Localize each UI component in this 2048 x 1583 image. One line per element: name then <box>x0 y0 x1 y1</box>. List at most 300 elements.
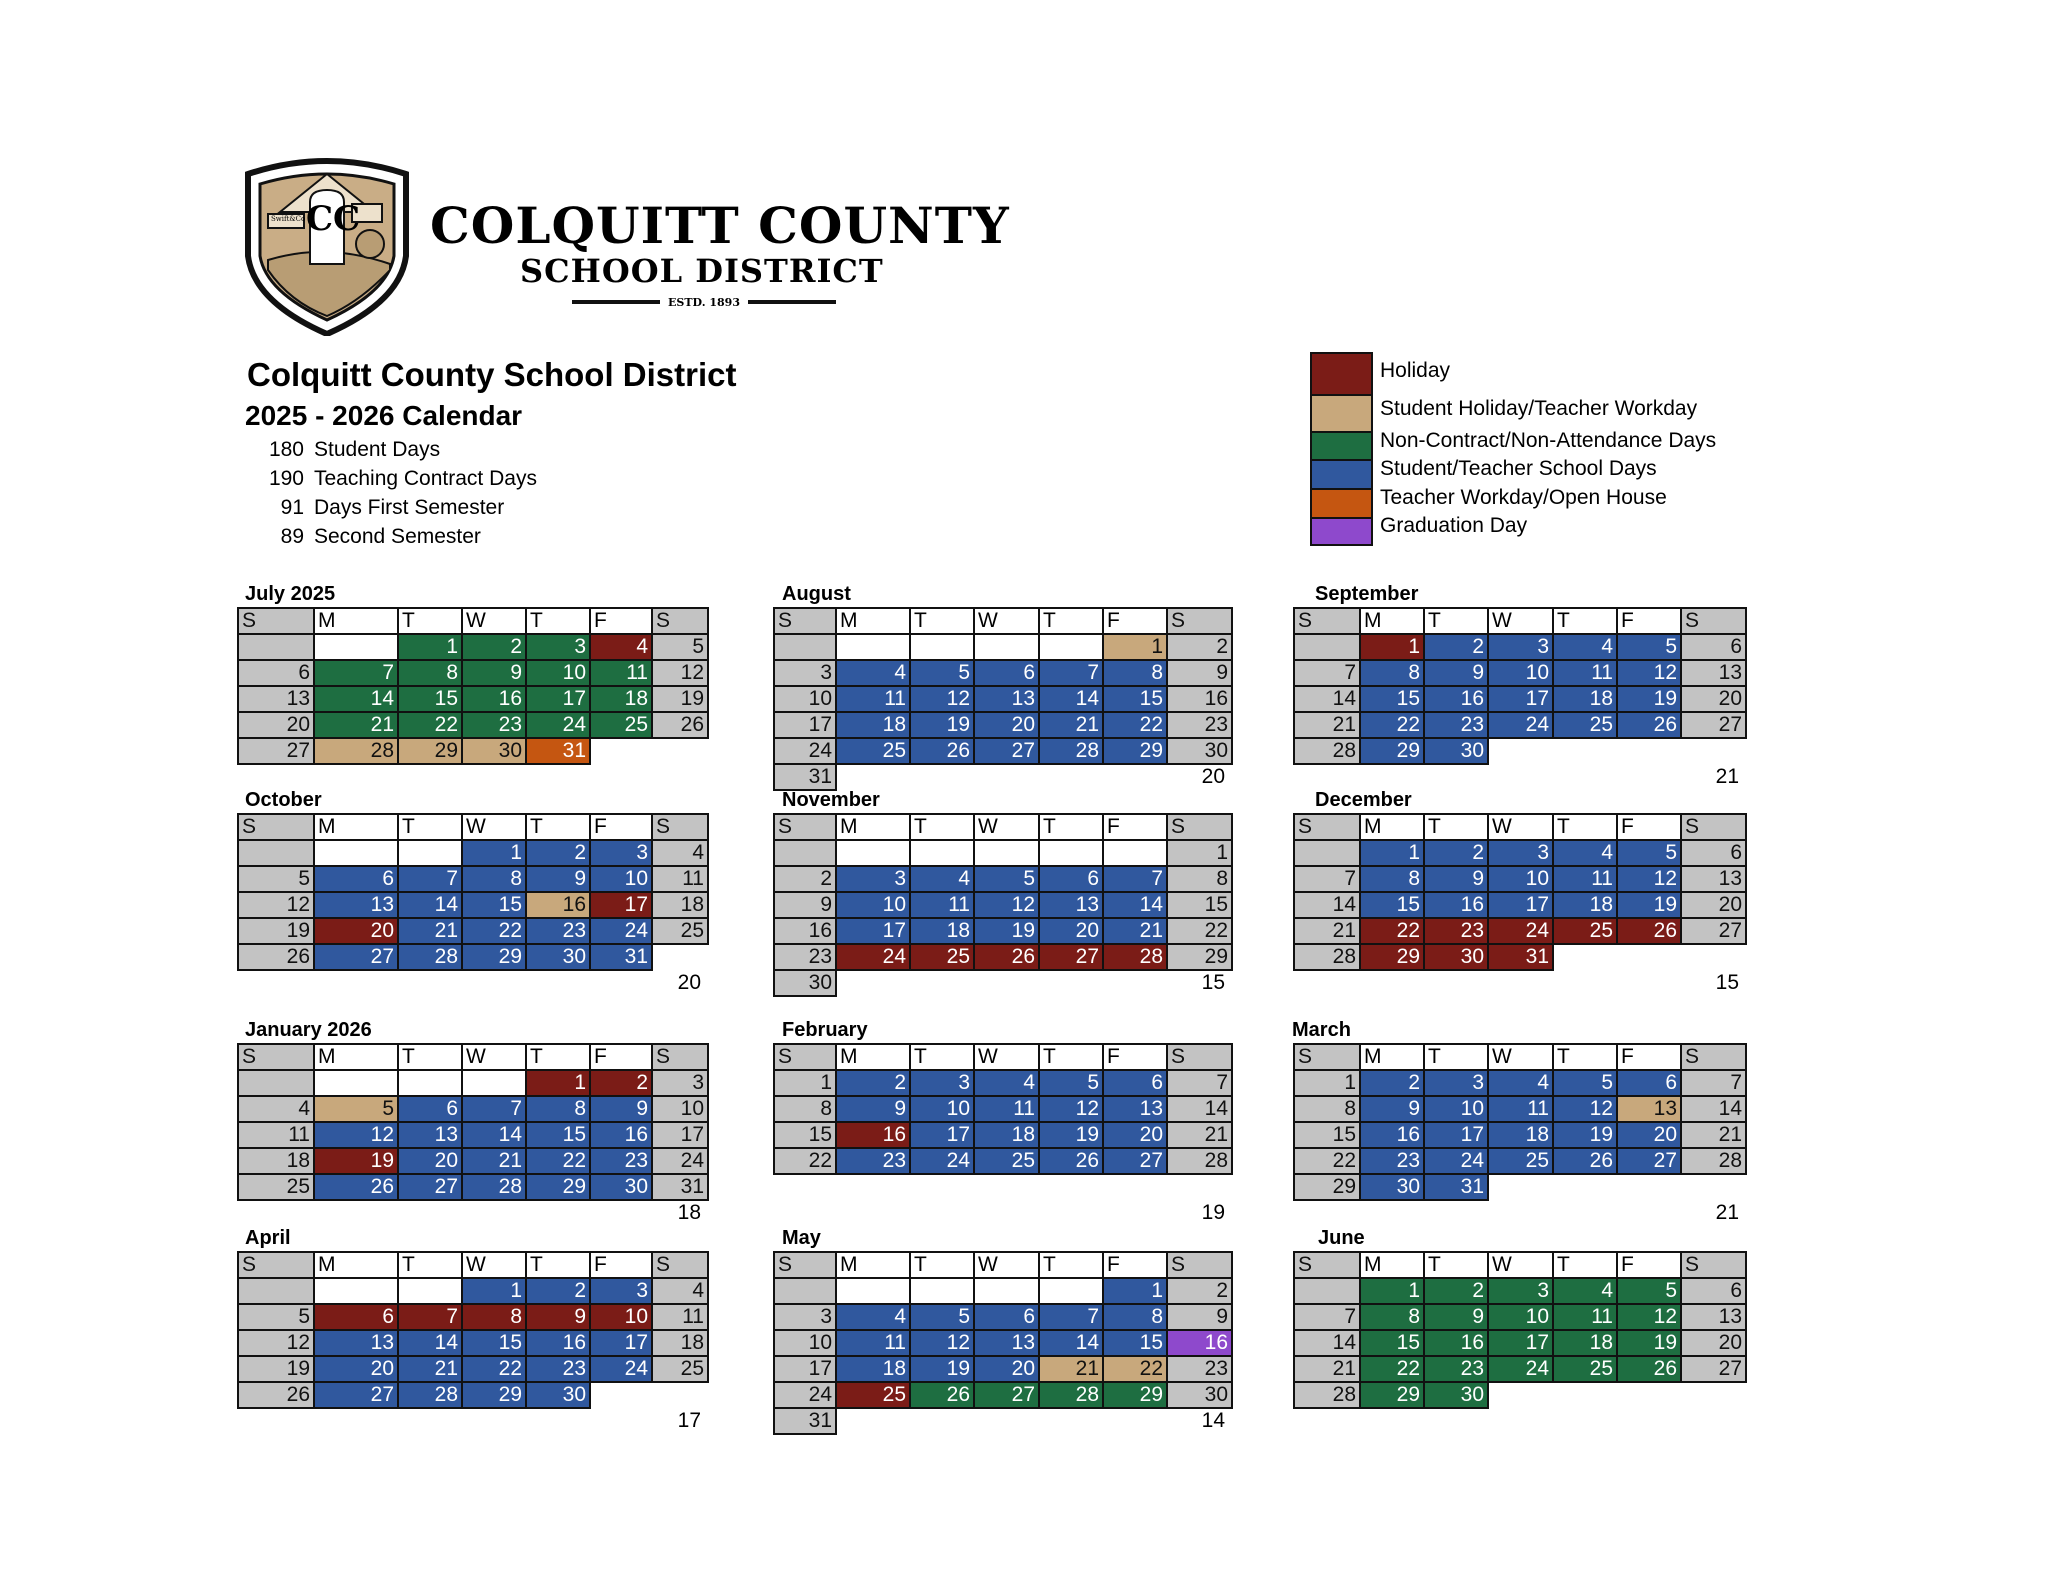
day-cell-weekend: 13 <box>1681 660 1746 686</box>
school-day-count: 18 <box>677 1201 701 1224</box>
weekday-header: T <box>1424 1044 1488 1070</box>
day-cell-weekend: 28 <box>1294 1382 1360 1408</box>
weekday-header: T <box>1424 814 1488 840</box>
empty-cell <box>1553 738 1617 764</box>
day-cell-weekend: 22 <box>774 1148 836 1174</box>
day-cell-weekend: 8 <box>1167 866 1232 892</box>
weekday-header: F <box>590 608 652 634</box>
day-cell-school: 11 <box>1553 866 1617 892</box>
day-cell-weekend: 31 <box>774 764 836 790</box>
calendar-subtitle: 2025 - 2026 Calendar <box>245 400 523 431</box>
day-cell-holiday: 1 <box>1360 634 1424 660</box>
day-cell-weekend: 16 <box>1167 686 1232 712</box>
day-cell-holiday: 22 <box>1360 918 1424 944</box>
day-cell-teacher: 29 <box>398 738 462 764</box>
day-cell-weekend: 2 <box>1167 634 1232 660</box>
weekday-header: M <box>314 1252 398 1278</box>
day-cell-teacher: 13 <box>1617 1096 1681 1122</box>
school-day-count: 14 <box>1201 1409 1225 1432</box>
weekday-header: M <box>1360 1252 1424 1278</box>
day-cell-school: 10 <box>1424 1096 1488 1122</box>
day-cell-holiday: 25 <box>1553 918 1617 944</box>
empty-weekday-cell <box>836 1278 910 1304</box>
weekday-header: M <box>314 1044 398 1070</box>
day-cell-holiday: 9 <box>526 1304 590 1330</box>
day-cell-noncontract: 18 <box>1553 1330 1617 1356</box>
day-cell-weekend: 28 <box>1294 738 1360 764</box>
day-cell-school: 16 <box>1424 686 1488 712</box>
empty-weekday-cell <box>1039 634 1103 660</box>
empty-cell <box>1681 1174 1746 1200</box>
day-cell-school: 2 <box>526 1278 590 1304</box>
day-cell-weekend: 9 <box>1167 660 1232 686</box>
day-cell-weekend: 30 <box>1167 1382 1232 1408</box>
empty-cell <box>1039 1408 1103 1434</box>
day-cell-school: 10 <box>1488 660 1553 686</box>
day-cell-holiday: 16 <box>836 1122 910 1148</box>
empty-cell <box>1553 1174 1617 1200</box>
day-cell-weekend: 26 <box>238 944 314 970</box>
day-cell-school: 15 <box>462 892 526 918</box>
weekday-header: S <box>1681 1044 1746 1070</box>
day-cell-school: 7 <box>1039 660 1103 686</box>
day-cell-school: 9 <box>836 1096 910 1122</box>
day-cell-weekend: 26 <box>238 1382 314 1408</box>
empty-cell <box>652 944 708 970</box>
day-cell-weekend: 18 <box>238 1148 314 1174</box>
weekday-header: T <box>1039 1252 1103 1278</box>
day-cell-noncontract: 11 <box>1553 1304 1617 1330</box>
day-cell-weekend: 24 <box>774 1382 836 1408</box>
day-cell-school: 17 <box>590 1330 652 1356</box>
day-cell-school: 29 <box>526 1174 590 1200</box>
day-cell-school: 3 <box>1488 634 1553 660</box>
weekday-header: T <box>1039 814 1103 840</box>
day-cell-school: 20 <box>398 1148 462 1174</box>
empty-weekday-cell <box>398 840 462 866</box>
weekday-header: F <box>590 1252 652 1278</box>
weekday-header: W <box>1488 608 1553 634</box>
day-cell-school: 6 <box>974 660 1039 686</box>
day-cell-noncontract: 26 <box>1617 1356 1681 1382</box>
day-cell-school: 14 <box>1039 686 1103 712</box>
day-cell-school: 30 <box>526 944 590 970</box>
day-cell-school: 23 <box>526 918 590 944</box>
day-cell-school: 14 <box>398 1330 462 1356</box>
empty-cell <box>590 738 652 764</box>
day-cell-school: 17 <box>1424 1122 1488 1148</box>
school-day-count: 21 <box>1715 765 1739 788</box>
day-cell-school: 4 <box>836 660 910 686</box>
day-cell-weekend: 11 <box>652 1304 708 1330</box>
day-cell-school: 10 <box>836 892 910 918</box>
school-day-count: 19 <box>1201 1201 1225 1224</box>
day-cell-school: 29 <box>1103 738 1167 764</box>
month-grid <box>237 813 709 971</box>
weekday-header: M <box>836 1252 910 1278</box>
weekday-header: S <box>652 1044 708 1070</box>
day-cell-school: 26 <box>910 738 974 764</box>
day-cell-weekend: 23 <box>1167 712 1232 738</box>
day-cell-holiday: 1 <box>526 1070 590 1096</box>
weekday-header: W <box>462 1252 526 1278</box>
month-grid <box>237 1251 709 1409</box>
day-cell-school: 9 <box>1424 866 1488 892</box>
empty-cell <box>1103 764 1167 790</box>
month-label: July 2025 <box>245 583 336 605</box>
day-cell-school: 4 <box>1553 840 1617 866</box>
day-cell-noncontract: 9 <box>1424 1304 1488 1330</box>
day-cell-weekend: 14 <box>1294 686 1360 712</box>
day-cell-school: 23 <box>590 1148 652 1174</box>
weekday-header: F <box>590 814 652 840</box>
empty-cell <box>836 764 910 790</box>
school-day-count: 17 <box>677 1409 701 1432</box>
legend-swatch-school <box>1310 459 1373 490</box>
day-cell-weekend: 4 <box>652 1278 708 1304</box>
empty-weekend-cell <box>774 840 836 866</box>
month-label: March <box>1292 1019 1351 1041</box>
day-cell-school: 12 <box>1617 660 1681 686</box>
day-cell-school: 13 <box>398 1122 462 1148</box>
legend-label-openhouse: Teacher Workday/Open House <box>1380 486 1667 509</box>
day-cell-school: 6 <box>314 866 398 892</box>
day-cell-holiday: 23 <box>1424 918 1488 944</box>
day-cell-school: 26 <box>1553 1148 1617 1174</box>
day-cell-holiday: 2 <box>590 1070 652 1096</box>
day-cell-school: 19 <box>910 1356 974 1382</box>
day-cell-school: 8 <box>1360 866 1424 892</box>
month-grid <box>1293 813 1747 971</box>
day-cell-school: 13 <box>1103 1096 1167 1122</box>
weekday-header: T <box>1553 1044 1617 1070</box>
day-cell-school: 13 <box>974 1330 1039 1356</box>
month-label: February <box>782 1019 868 1041</box>
established-text: ESTD. 1893 <box>668 295 740 309</box>
day-cell-school: 4 <box>836 1304 910 1330</box>
day-cell-weekend: 13 <box>238 686 314 712</box>
empty-cell <box>974 1408 1039 1434</box>
day-cell-holiday: 24 <box>836 944 910 970</box>
weekday-header: S <box>652 1252 708 1278</box>
day-cell-weekend: 26 <box>652 712 708 738</box>
day-cell-holiday: 7 <box>398 1304 462 1330</box>
empty-weekend-cell <box>238 634 314 660</box>
day-cell-weekend: 14 <box>1167 1096 1232 1122</box>
day-cell-weekend: 9 <box>1167 1304 1232 1330</box>
legend-swatch-teacher <box>1310 394 1373 433</box>
day-cell-school: 21 <box>462 1148 526 1174</box>
weekday-header: T <box>1424 608 1488 634</box>
empty-weekday-cell <box>314 1278 398 1304</box>
day-cell-weekend: 27 <box>1681 918 1746 944</box>
day-cell-school: 6 <box>398 1096 462 1122</box>
day-cell-school: 8 <box>526 1096 590 1122</box>
weekday-header: W <box>462 608 526 634</box>
school-day-count: 20 <box>1201 765 1225 788</box>
day-cell-weekend: 27 <box>1681 1356 1746 1382</box>
day-cell-weekend: 7 <box>1294 1304 1360 1330</box>
weekday-header: T <box>910 608 974 634</box>
day-cell-school: 5 <box>1039 1070 1103 1096</box>
day-cell-school: 29 <box>462 944 526 970</box>
day-cell-weekend: 28 <box>1294 944 1360 970</box>
day-cell-weekend: 24 <box>774 738 836 764</box>
day-cell-school: 1 <box>462 1278 526 1304</box>
weekday-header: S <box>1681 1252 1746 1278</box>
day-cell-school: 16 <box>590 1122 652 1148</box>
day-cell-teacher: 30 <box>462 738 526 764</box>
day-cell-school: 22 <box>1360 712 1424 738</box>
stat-row <box>247 467 537 493</box>
day-cell-weekend: 23 <box>774 944 836 970</box>
weekday-header: T <box>398 1044 462 1070</box>
day-cell-noncontract: 22 <box>1360 1356 1424 1382</box>
day-cell-weekend: 1 <box>1294 1070 1360 1096</box>
day-cell-school: 6 <box>1617 1070 1681 1096</box>
day-cell-weekend: 5 <box>238 866 314 892</box>
day-cell-weekend: 15 <box>1294 1122 1360 1148</box>
day-cell-school: 12 <box>974 892 1039 918</box>
weekday-header: T <box>398 1252 462 1278</box>
day-cell-school: 15 <box>462 1330 526 1356</box>
weekday-header: F <box>1103 1252 1167 1278</box>
day-cell-school: 23 <box>1360 1148 1424 1174</box>
weekday-header: M <box>1360 814 1424 840</box>
day-cell-school: 12 <box>1617 866 1681 892</box>
weekday-header: S <box>1167 608 1232 634</box>
day-cell-school: 22 <box>462 918 526 944</box>
weekday-header: F <box>1617 608 1681 634</box>
weekday-header: T <box>1039 608 1103 634</box>
weekday-header: S <box>238 1252 314 1278</box>
day-cell-school: 12 <box>910 1330 974 1356</box>
empty-weekday-cell <box>974 1278 1039 1304</box>
day-cell-weekend: 1 <box>1167 840 1232 866</box>
logo-subtitle: SCHOOL DISTRICT <box>520 252 884 290</box>
day-cell-school: 21 <box>1103 918 1167 944</box>
day-cell-school: 24 <box>590 1356 652 1382</box>
page-title: Colquitt County School District <box>247 356 737 393</box>
day-cell-weekend: 17 <box>774 1356 836 1382</box>
weekday-header: W <box>1488 1044 1553 1070</box>
day-cell-noncontract: 1 <box>1360 1278 1424 1304</box>
weekday-header: F <box>1617 814 1681 840</box>
day-cell-holiday: 8 <box>462 1304 526 1330</box>
weekday-header: F <box>1617 1252 1681 1278</box>
month-grid <box>773 1251 1233 1435</box>
weekday-header: M <box>836 814 910 840</box>
day-cell-school: 22 <box>526 1148 590 1174</box>
day-cell-weekend: 6 <box>238 660 314 686</box>
day-cell-weekend: 7 <box>1294 866 1360 892</box>
empty-cell <box>1488 1174 1553 1200</box>
weekday-header: T <box>1424 1252 1488 1278</box>
weekday-header: W <box>1488 1252 1553 1278</box>
day-cell-school: 15 <box>1360 686 1424 712</box>
day-cell-school: 2 <box>1424 634 1488 660</box>
day-cell-weekend: 12 <box>238 892 314 918</box>
day-cell-weekend: 2 <box>774 866 836 892</box>
day-cell-school: 12 <box>1039 1096 1103 1122</box>
day-cell-noncontract: 2 <box>1424 1278 1488 1304</box>
day-cell-holiday: 20 <box>314 918 398 944</box>
day-cell-weekend: 1 <box>774 1070 836 1096</box>
day-cell-weekend: 25 <box>652 1356 708 1382</box>
legend-label-teacher: Student Holiday/Teacher Workday <box>1380 397 1698 420</box>
legend-label-holiday: Holiday <box>1380 359 1451 382</box>
day-cell-openhouse: 31 <box>526 738 590 764</box>
weekday-header: S <box>774 608 836 634</box>
day-cell-weekend: 30 <box>1167 738 1232 764</box>
day-cell-weekend: 10 <box>774 1330 836 1356</box>
stat-row <box>247 496 504 522</box>
day-cell-holiday: 24 <box>1488 918 1553 944</box>
day-cell-school: 4 <box>1488 1070 1553 1096</box>
day-cell-weekend: 21 <box>1294 1356 1360 1382</box>
day-cell-noncontract: 2 <box>462 634 526 660</box>
day-cell-noncontract: 21 <box>314 712 398 738</box>
divider-line <box>572 300 660 304</box>
day-cell-school: 19 <box>1617 686 1681 712</box>
day-cell-weekend: 7 <box>1294 660 1360 686</box>
day-cell-school: 15 <box>1360 892 1424 918</box>
day-cell-weekend: 8 <box>1294 1096 1360 1122</box>
day-cell-noncontract: 9 <box>462 660 526 686</box>
empty-weekday-cell <box>910 634 974 660</box>
weekday-header: F <box>1103 814 1167 840</box>
day-cell-weekend: 11 <box>238 1122 314 1148</box>
empty-cell <box>1617 1382 1681 1408</box>
day-cell-school: 10 <box>910 1096 974 1122</box>
day-cell-school: 27 <box>1617 1148 1681 1174</box>
weekday-header: S <box>652 814 708 840</box>
day-cell-weekend: 19 <box>238 1356 314 1382</box>
day-cell-school: 4 <box>974 1070 1039 1096</box>
day-cell-school: 11 <box>836 686 910 712</box>
day-cell-noncontract: 30 <box>1424 1382 1488 1408</box>
month-grid <box>773 1043 1233 1175</box>
weekday-header: T <box>910 1044 974 1070</box>
day-cell-noncontract: 24 <box>526 712 590 738</box>
day-cell-weekend: 15 <box>774 1122 836 1148</box>
weekday-header: S <box>1167 1044 1232 1070</box>
day-cell-school: 14 <box>1039 1330 1103 1356</box>
day-cell-school: 8 <box>1360 660 1424 686</box>
day-cell-school: 12 <box>910 686 974 712</box>
day-cell-holiday: 26 <box>974 944 1039 970</box>
day-cell-noncontract: 16 <box>462 686 526 712</box>
day-cell-school: 26 <box>1617 712 1681 738</box>
day-cell-weekend: 13 <box>1681 866 1746 892</box>
weekday-header: S <box>1294 1044 1360 1070</box>
legend-swatch-openhouse <box>1310 488 1373 519</box>
school-day-count: 15 <box>1715 971 1739 994</box>
day-cell-weekend: 17 <box>774 712 836 738</box>
day-cell-school: 4 <box>910 866 974 892</box>
day-cell-school: 10 <box>1488 866 1553 892</box>
weekday-header: T <box>910 814 974 840</box>
empty-cell <box>590 1382 652 1408</box>
weekday-header: T <box>1553 1252 1617 1278</box>
day-cell-school: 27 <box>314 944 398 970</box>
day-cell-school: 6 <box>1103 1070 1167 1096</box>
day-cell-weekend: 20 <box>1681 892 1746 918</box>
day-cell-school: 17 <box>1488 892 1553 918</box>
day-cell-school: 9 <box>590 1096 652 1122</box>
day-cell-noncontract: 18 <box>590 686 652 712</box>
empty-weekend-cell <box>238 840 314 866</box>
day-cell-noncontract: 19 <box>1617 1330 1681 1356</box>
divider-line <box>748 300 836 304</box>
day-cell-holiday: 30 <box>1424 944 1488 970</box>
day-cell-school: 3 <box>910 1070 974 1096</box>
day-cell-school: 22 <box>1103 712 1167 738</box>
weekday-header: S <box>238 814 314 840</box>
weekday-header: W <box>974 608 1039 634</box>
weekday-header: F <box>1103 1044 1167 1070</box>
empty-cell <box>974 764 1039 790</box>
day-cell-holiday: 28 <box>1103 944 1167 970</box>
day-cell-school: 10 <box>590 866 652 892</box>
school-day-count: 20 <box>677 971 701 994</box>
empty-weekend-cell <box>238 1070 314 1096</box>
day-cell-weekend: 16 <box>774 918 836 944</box>
day-cell-noncontract: 22 <box>398 712 462 738</box>
empty-weekday-cell <box>314 634 398 660</box>
legend-label-noncontract: Non-Contract/Non-Attendance Days <box>1380 429 1717 452</box>
day-cell-school: 20 <box>1103 1122 1167 1148</box>
day-cell-school: 16 <box>1360 1122 1424 1148</box>
day-cell-school: 6 <box>1039 866 1103 892</box>
month-label: January 2026 <box>245 1019 372 1041</box>
day-cell-weekend: 3 <box>652 1070 708 1096</box>
day-cell-holiday: 26 <box>1617 918 1681 944</box>
empty-weekday-cell <box>314 840 398 866</box>
day-cell-school: 3 <box>1424 1070 1488 1096</box>
day-cell-weekend: 12 <box>238 1330 314 1356</box>
day-cell-school: 27 <box>1103 1148 1167 1174</box>
day-cell-noncontract: 17 <box>1488 1330 1553 1356</box>
day-cell-weekend: 31 <box>774 1408 836 1434</box>
month-grid <box>773 813 1233 997</box>
empty-weekday-cell <box>1103 840 1167 866</box>
empty-cell <box>1553 1382 1617 1408</box>
day-cell-school: 11 <box>974 1096 1039 1122</box>
day-cell-weekend: 20 <box>1681 1330 1746 1356</box>
day-cell-weekend: 28 <box>1681 1148 1746 1174</box>
weekday-header: T <box>526 1044 590 1070</box>
day-cell-noncontract: 3 <box>1488 1278 1553 1304</box>
empty-cell <box>652 1382 708 1408</box>
empty-cell <box>836 970 910 996</box>
weekday-header: M <box>836 1044 910 1070</box>
day-cell-school: 15 <box>1103 686 1167 712</box>
day-cell-weekend: 13 <box>1681 1304 1746 1330</box>
day-cell-school: 11 <box>836 1330 910 1356</box>
day-cell-weekend: 23 <box>1167 1356 1232 1382</box>
day-cell-weekend: 29 <box>1167 944 1232 970</box>
weekday-header: S <box>774 814 836 840</box>
day-cell-noncontract: 27 <box>974 1382 1039 1408</box>
empty-weekday-cell <box>974 634 1039 660</box>
weekday-header: T <box>1039 1044 1103 1070</box>
day-cell-school: 24 <box>1424 1148 1488 1174</box>
weekday-header: S <box>652 608 708 634</box>
day-cell-weekend: 5 <box>238 1304 314 1330</box>
day-cell-weekend: 11 <box>652 866 708 892</box>
day-cell-school: 7 <box>398 866 462 892</box>
